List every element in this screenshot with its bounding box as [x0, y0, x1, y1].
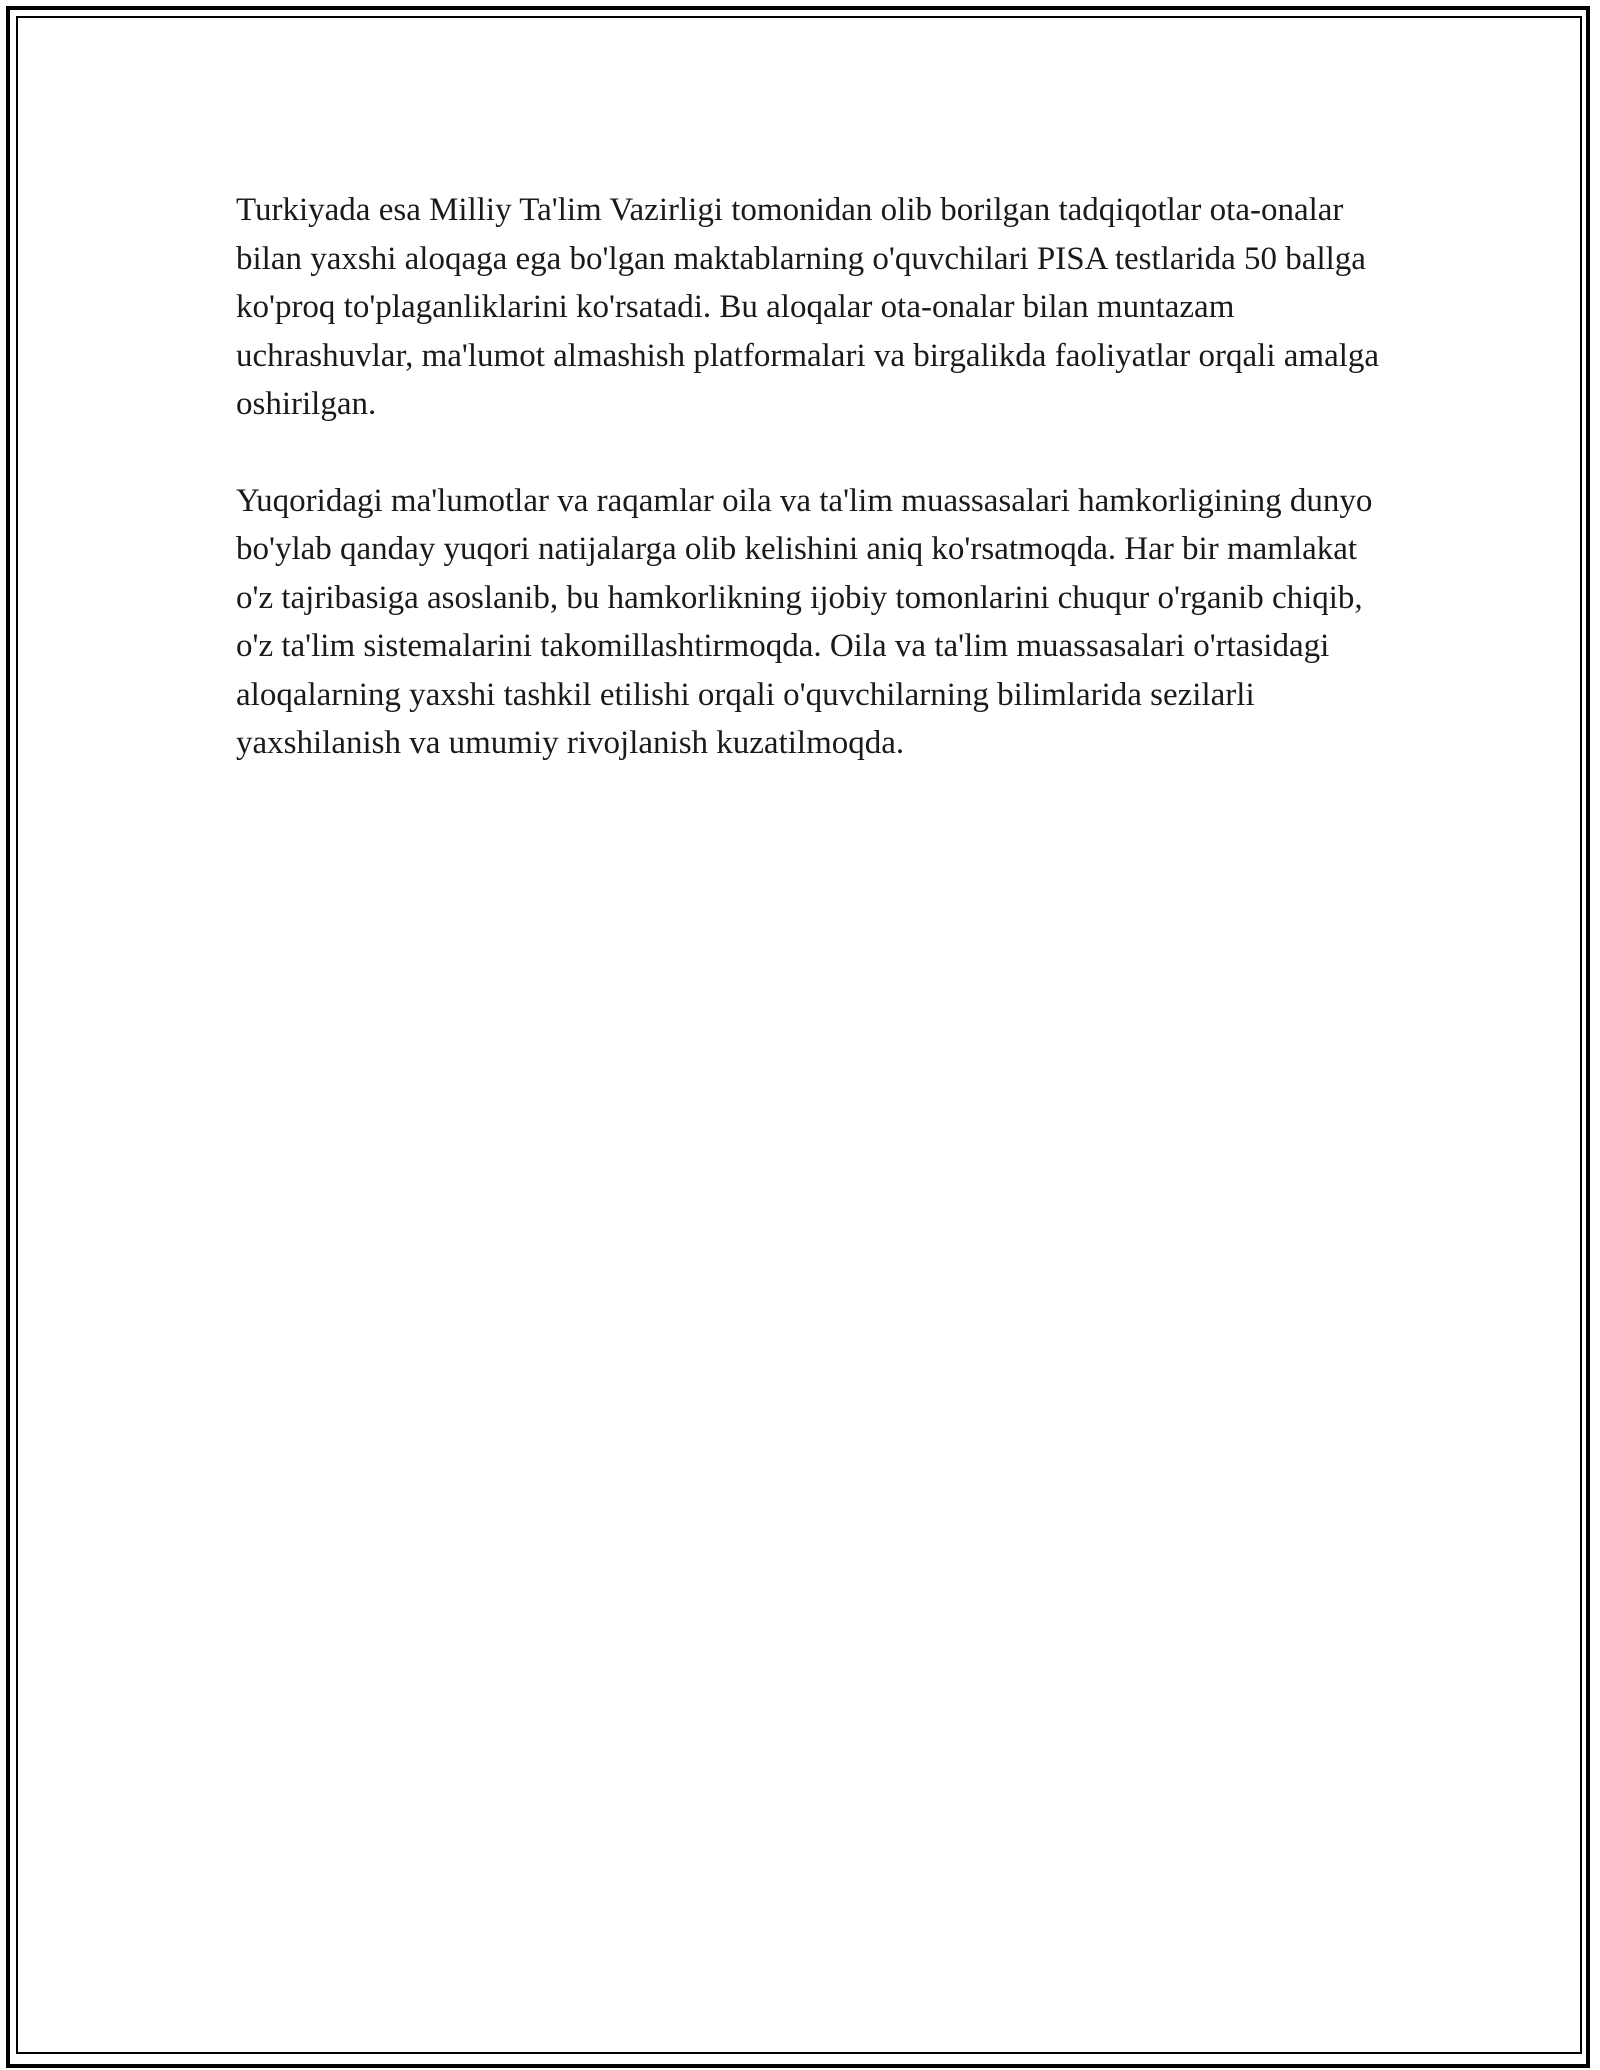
- document-body: [236, 186, 1386, 816]
- paragraph-1: Turkiyada esa Milliy Ta'lim Vazirligi tomonidan olib borilgan tadqiqotlar ota-onalar bilan yaxshi aloqaga ega bo'lgan maktablarning o'quvchilari PISA testlarida 50 ballga ko'proq to'plaganliklarini ko'rsatadi. Bu aloqalar ota-onalar bilan muntazam uchrashuvlar, ma'lumot almashish platformalari va birgalikda faoliyatlar orqali amalga oshirilgan.: [236, 192, 1380, 422]
- paragraph-2: Yuqoridagi ma'lumotlar va raqamlar oila va ta'lim muassasalari hamkorligining dunyo bo'ylab qanday yuqori natijalarga olib kelishini aniq ko'rsatmoqda. Har bir mamlakat o'z tajribasiga asoslanib, bu hamkorlikning ijobiy tomonlarini chuqur o'rganib chiqib, o'z ta'lim sistemalarini takomillashtirmoqda. Oila va ta'lim muassasalari o'rtasidagi aloqalarning yaxshi tashkil etilishi orqali o'quvchilarning bilimlarida sezilarli yaxshilanish va umumiy rivojlanish kuzatilmoqda.: [236, 482, 1373, 761]
